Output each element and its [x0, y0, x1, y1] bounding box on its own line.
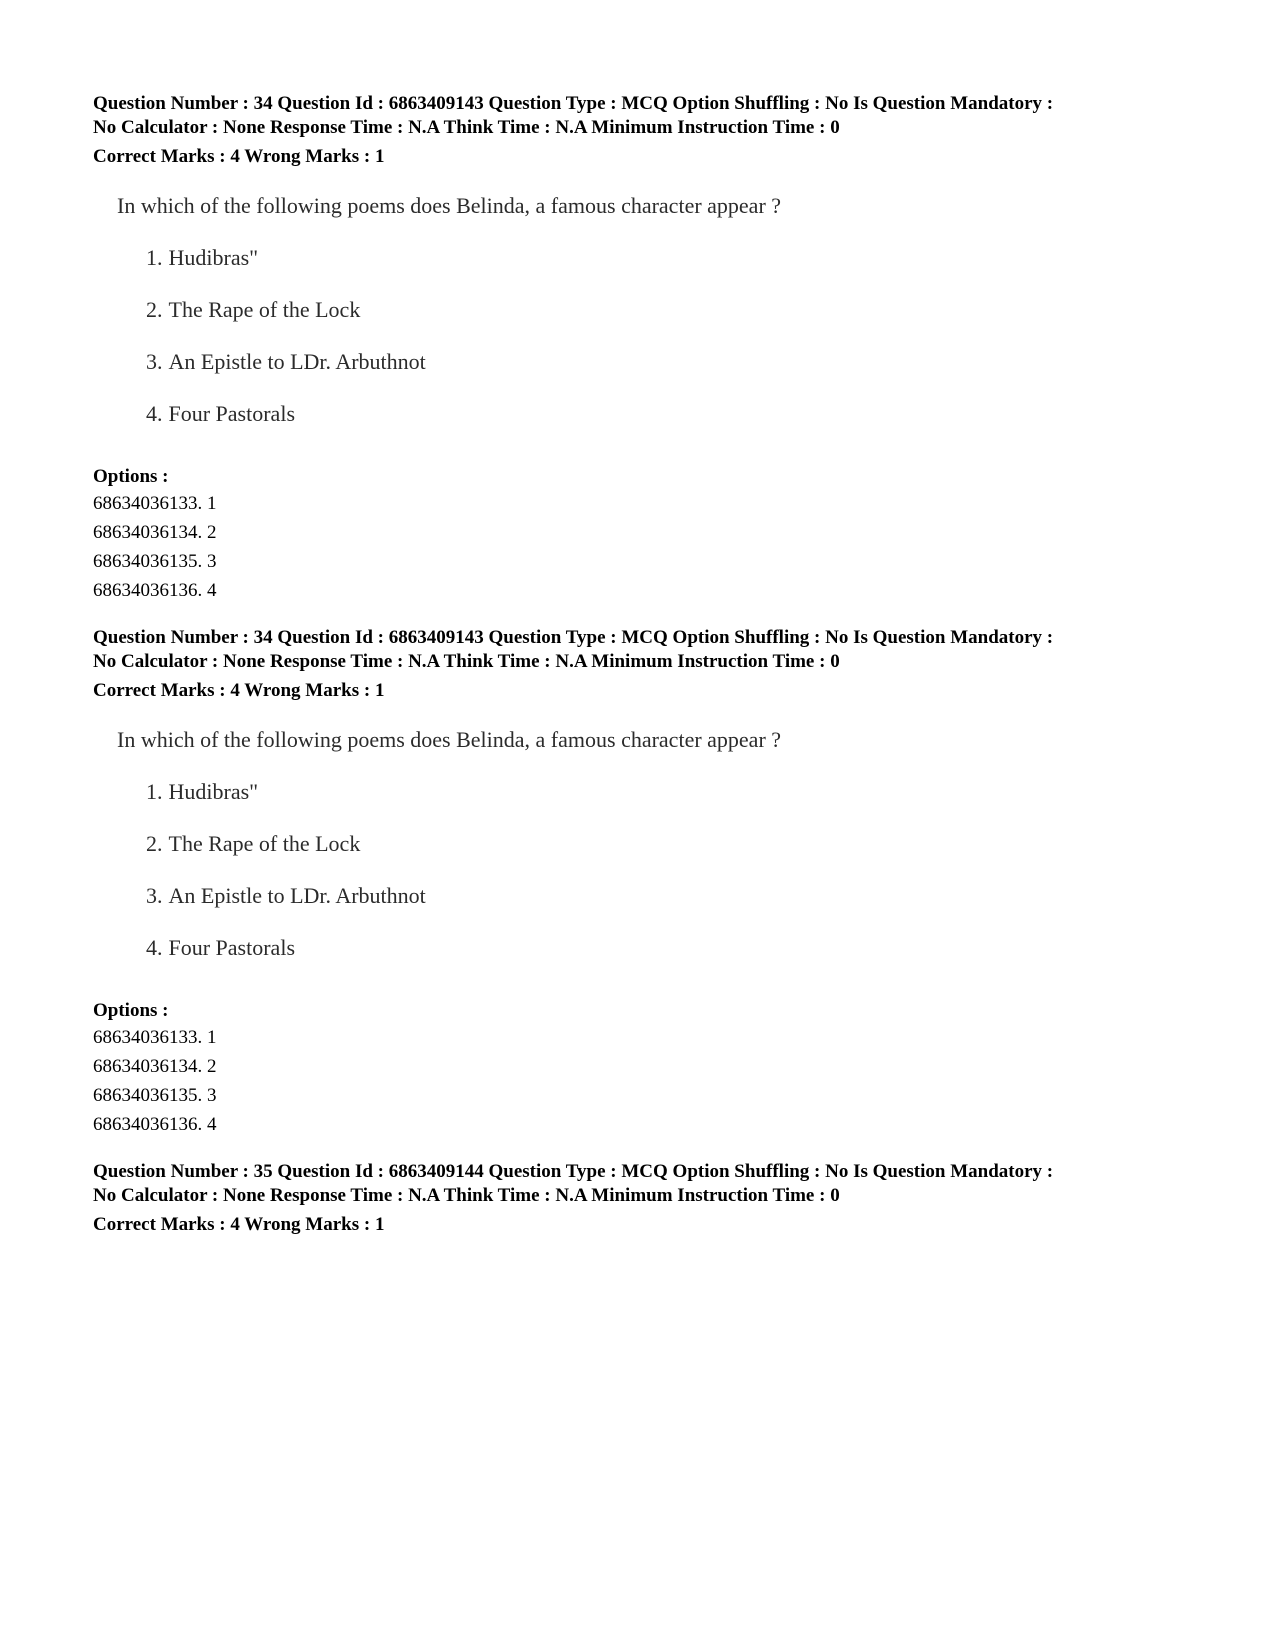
option-row: 68634036135. 3: [93, 1085, 217, 1106]
choice-number: 2.: [146, 831, 163, 856]
choice-text: Four Pastorals: [168, 401, 295, 426]
choice-text: Hudibras": [168, 245, 259, 270]
option-row: 68634036134. 2: [93, 522, 217, 543]
choice-item: [146, 777, 258, 807]
question-marks: Correct Marks : 4 Wrong Marks : 1: [93, 146, 385, 167]
choice-number: 3.: [146, 883, 163, 908]
question-marks: Correct Marks : 4 Wrong Marks : 1: [93, 680, 385, 701]
question-block-1: [93, 92, 1213, 605]
choice-item: [146, 347, 426, 377]
choice-number: 4.: [146, 401, 163, 426]
choice-item: [146, 295, 360, 325]
choice-item: [146, 243, 258, 273]
choice-item: [146, 933, 295, 963]
choice-text: Hudibras": [168, 779, 259, 804]
choice-text: An Epistle to LDr. Arbuthnot: [168, 883, 426, 908]
option-row: 68634036135. 3: [93, 551, 217, 572]
options-label: Options :: [93, 466, 169, 487]
choice-item: [146, 829, 360, 859]
question-meta-line-2: No Calculator : None Response Time : N.A Think Time : N.A Minimum Instruction Time : 0: [93, 651, 840, 672]
choice-number: 2.: [146, 297, 163, 322]
option-row: 68634036136. 4: [93, 580, 217, 601]
choice-number: 3.: [146, 349, 163, 374]
question-meta-line-1: Question Number : 34 Question Id : 6863409143 Question Type : MCQ Option Shuffling : No Is Question Mandatory :: [93, 627, 1054, 648]
option-row: 68634036133. 1: [93, 1027, 217, 1048]
choice-text: The Rape of the Lock: [168, 831, 361, 856]
question-marks: Correct Marks : 4 Wrong Marks : 1: [93, 1214, 385, 1235]
question-block-2: [93, 626, 1213, 1139]
question-block-3: [93, 1160, 1213, 1237]
choice-number: 1.: [146, 245, 163, 270]
option-row: 68634036136. 4: [93, 1114, 217, 1135]
option-row: 68634036134. 2: [93, 1056, 217, 1077]
question-meta-line-2: No Calculator : None Response Time : N.A Think Time : N.A Minimum Instruction Time : 0: [93, 1185, 840, 1206]
options-label: Options :: [93, 1000, 169, 1021]
choice-text: An Epistle to LDr. Arbuthnot: [168, 349, 426, 374]
choice-item: [146, 399, 295, 429]
choice-text: The Rape of the Lock: [168, 297, 361, 322]
question-meta-line-2: No Calculator : None Response Time : N.A Think Time : N.A Minimum Instruction Time : 0: [93, 117, 840, 138]
question-image: [117, 725, 877, 983]
question-meta-line-1: Question Number : 35 Question Id : 6863409144 Question Type : MCQ Option Shuffling : No Is Question Mandatory :: [93, 1161, 1054, 1182]
question-text: In which of the following poems does Belinda, a famous character appear ?: [117, 727, 782, 752]
question-text: In which of the following poems does Belinda, a famous character appear ?: [117, 193, 782, 218]
option-row: 68634036133. 1: [93, 493, 217, 514]
choice-text: Four Pastorals: [168, 935, 295, 960]
choice-number: 4.: [146, 935, 163, 960]
choice-number: 1.: [146, 779, 163, 804]
question-image: [117, 191, 877, 449]
choice-item: [146, 881, 426, 911]
question-meta-line-1: Question Number : 34 Question Id : 6863409143 Question Type : MCQ Option Shuffling : No Is Question Mandatory :: [93, 93, 1054, 114]
